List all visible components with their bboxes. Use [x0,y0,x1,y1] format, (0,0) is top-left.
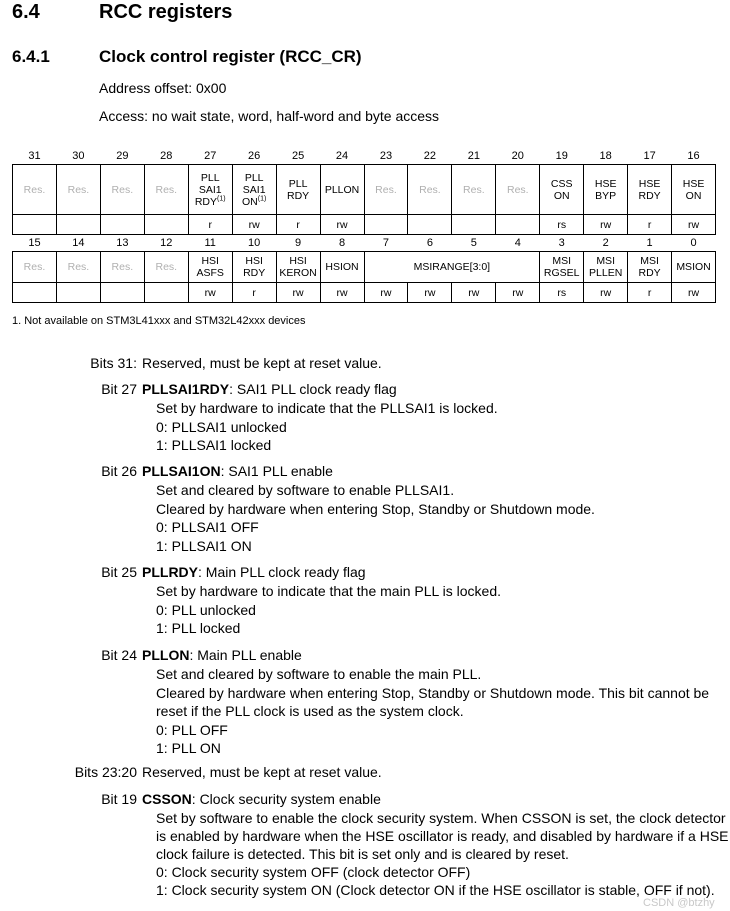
bit-title: : Main PLL clock ready flag [198,564,366,580]
field-name-line: Res. [506,183,529,196]
bit-number: 2 [602,237,609,249]
field-name-line: RDY [243,267,266,279]
field-name-line: BYP [595,189,617,202]
field-name-line: PLLEN [589,267,623,279]
bit-field [364,252,540,283]
reserved-field [100,165,144,215]
bit-number: 10 [248,237,261,249]
access-type [144,215,188,235]
bit-description-line: Set and cleared by software to enable PLLSAI1. [156,482,455,498]
field-name-line: Res. [155,261,178,273]
bit-field [188,252,232,283]
bit-title: : Main PLL enable [189,647,302,663]
bit-description-line: 1: PLLSAI1 locked [156,437,272,453]
reserved-field [364,165,408,215]
bit-number: 7 [382,237,390,249]
field-name-line: Res. [67,261,90,273]
bit-label: Bit 27 [101,381,137,397]
bit-name: CSSON [142,791,192,807]
access-type [496,215,540,235]
bit-label: Bit 19 [101,791,137,807]
field-name-line: HSION [325,261,359,273]
address-offset: Address offset: 0x00 [99,80,227,96]
reserved-field [408,165,452,215]
access-type [100,215,144,235]
bit-label: Bit 24 [101,647,137,663]
bit-number-row [13,235,716,252]
bit-description-line: 0: PLL OFF [156,721,228,738]
bit-field [540,252,584,283]
bit-number: 27 [204,150,217,162]
field-name-line: RDY [287,189,310,202]
bit-number: 14 [72,237,85,249]
bit-description-line: 0: PLLSAI1 OFF [156,519,259,535]
access-type: rs [540,215,584,235]
bit-field [540,165,584,215]
field-name-line: RDY [638,189,661,202]
bit-number: 28 [160,150,173,162]
bit-number: 4 [514,237,521,249]
bit-number: 25 [291,150,305,162]
access-type [13,283,57,303]
reserved-field [496,165,540,215]
bit-heading [142,356,382,370]
access-type: r [628,283,672,303]
bit-number: 5 [470,237,477,249]
bit-number: 13 [116,237,129,249]
reserved-field [452,165,496,215]
field-name-line: Res. [155,183,178,196]
bit-description-line: clock failure is detected. This bit is set only and is cleared by reset. [156,846,569,862]
access-type: rw [672,215,716,235]
access-type: rw [364,283,408,303]
access-type [408,215,452,235]
access-type [56,283,100,303]
bit-name: PLLSAI1RDY [142,381,230,397]
bit-number: 30 [72,150,85,162]
bit-number: 18 [599,150,612,162]
field-name-line: Res. [23,261,46,273]
section-number: 6.4 [12,1,40,23]
bit-number: 6 [426,237,433,249]
reserved-field [56,252,100,283]
field-name-line: HSE [594,177,617,190]
field-name-line: ON [553,189,570,202]
bit-description-line: Cleared by hardware when entering Stop, Standby or Shutdown mode. This bit cannot be [156,684,710,701]
access-type: r [232,283,276,303]
bit-heading [142,765,382,779]
field-name-line: SAI1 [242,183,266,196]
access-type: rs [540,283,584,303]
bit-title: Reserved, must be kept at reset value. [142,764,382,780]
field-name-line: SAI1 [198,183,222,196]
access-type: r [188,215,232,235]
bit-field [188,165,232,215]
bit-description-line: is enabled by hardware when the HSE oscillator is ready, and disabled by hardware if a HSE [156,828,729,844]
bit-heading [142,648,302,662]
access-type: r [276,215,320,235]
bit-number: 26 [248,150,261,162]
bit-description-line: 0: Clock security system OFF (clock detector OFF) [156,864,471,880]
bit-field [672,252,716,283]
bit-number: 16 [687,150,700,162]
access-type: rw [232,215,276,235]
field-name-line: HSI [245,255,263,267]
bit-description-line: 1: PLLSAI1 ON [156,537,252,554]
field-name-line: MSI [640,255,659,267]
access-description: Access: no wait state, word, half-word and byte access [99,108,440,124]
bit-field [628,165,672,215]
bit-number: 8 [338,237,346,249]
access-type: rw [188,283,232,303]
access-type [144,283,188,303]
bit-title: : Clock security system enable [191,791,381,807]
access-type: rw [276,283,320,303]
reserved-field [144,165,188,215]
field-name-line: ON [242,195,258,208]
bit-field [584,165,628,215]
bit-number: 0 [690,237,697,249]
bit-field [584,252,628,283]
bit-description-line: 1: PLL locked [156,620,241,636]
access-type: rw [584,215,628,235]
bit-field [672,165,716,215]
bit-field [276,252,320,283]
field-row [13,165,716,215]
reserved-field [13,252,57,283]
field-name-line: HSE [638,177,661,190]
bit-number: 20 [511,150,524,162]
bit-label: Bits 23:20 [74,764,137,780]
bit-number: 11 [204,237,216,249]
access-type [56,215,100,235]
access-type: rw [496,283,540,303]
bit-description-line: 0: PLLSAI1 unlocked [156,418,287,435]
access-type [364,215,408,235]
bit-description-line: reset if the PLL clock is used as the system clock. [156,703,464,719]
bit-heading [142,382,397,396]
bit-number: 19 [555,150,568,162]
bit-heading [142,565,366,579]
bit-field [320,165,364,215]
reserved-field [56,165,100,215]
bit-description-line: Set by hardware to indicate that the PLLSAI1 is locked. [156,400,498,416]
bit-field [232,165,276,215]
bit-label: Bit 26 [101,463,137,479]
field-name-line: PLL [200,171,220,184]
access-row [13,283,716,303]
field-name-line: CSS [550,177,573,190]
field-name-line: Res. [375,183,397,196]
access-type: rw [320,283,364,303]
access-type: rw [452,283,496,303]
bit-label: Bit 25 [101,564,137,580]
bit-description-line: Set by hardware to indicate that the main PLL is locked. [156,583,502,599]
field-name-line: Res. [111,183,134,196]
access-type [100,283,144,303]
bit-number: 31 [28,150,41,162]
field-name-line: KERON [279,267,317,279]
bit-description-line: 0: PLL unlocked [156,601,256,618]
footnote-ref: (1) [257,195,267,202]
bit-label: Bits 31: [90,355,137,371]
field-name-line: RDY [638,267,661,279]
field-name-line: MSIRANGE[3:0] [413,261,491,273]
field-name-line: Res. [23,183,46,196]
bit-number: 1 [646,237,653,249]
field-name-line: Res. [419,183,441,196]
access-type [452,215,496,235]
bit-field [276,165,320,215]
bit-title: : SAI1 PLL enable [220,463,333,479]
field-name-line: ON [685,189,702,202]
field-name-line: Res. [67,183,90,196]
bit-field [232,252,276,283]
register-bit-table [12,148,716,303]
bit-heading [142,464,333,478]
bit-heading [142,792,381,806]
section-title: RCC registers [99,1,233,23]
footnote-ref: (1) [217,195,226,202]
watermark: CSDN @btzhy [643,897,715,909]
bit-number: 29 [116,150,129,162]
bit-number: 3 [558,237,565,249]
reserved-field [144,252,188,283]
field-name-line: HSE [682,177,705,190]
bit-number: 23 [379,150,393,162]
bit-title: Reserved, must be kept at reset value. [142,355,382,371]
bit-number: 24 [335,150,349,162]
field-name-line: Res. [111,261,134,273]
bit-number: 22 [423,150,437,162]
bit-number: 12 [160,237,173,249]
access-type: rw [320,215,364,235]
bit-name: PLLON [142,647,190,663]
field-name-line: HSI [201,255,219,267]
bit-field [320,252,364,283]
field-name-line: PLL [288,177,308,190]
field-name-line: PLL [244,171,264,184]
field-name-line: ASFS [196,267,224,279]
bit-name: PLLSAI1ON [142,463,221,479]
field-name-line: MSION [676,261,711,273]
bit-field [628,252,672,283]
bit-description-line: Set by software to enable the clock security system. When CSSON is set, the clock detector [156,810,726,826]
field-row [13,252,716,283]
field-name-line: Res. [463,183,485,196]
bit-number: 17 [643,150,656,162]
subsection-number: 6.4.1 [12,47,50,66]
bit-number: 9 [295,237,302,249]
access-type: r [628,215,672,235]
bit-description-line: 1: Clock security system ON (Clock detector ON if the HSE oscillator is stable, OFF if not). [156,882,715,898]
field-name-line: MSI [552,255,572,267]
access-type: rw [408,283,452,303]
bit-description-line: 1: PLL ON [156,740,221,756]
field-name-line: MSI [596,255,615,267]
access-type: rw [584,283,628,303]
field-name-line: RGSEL [543,267,580,279]
access-type: rw [672,283,716,303]
access-row [13,215,716,235]
bit-title: : SAI1 PLL clock ready flag [229,381,397,397]
bit-name: PLLRDY [142,564,198,580]
footnote: 1. Not available on STM3L41xxx and STM32L42xxx devices [12,315,306,327]
reserved-field [13,165,57,215]
bit-number-row [13,148,716,165]
access-type [13,215,57,235]
field-name-line: HSI [289,255,307,267]
bit-description-line: Cleared by hardware when entering Stop, Standby or Shutdown mode. [156,500,595,517]
subsection-title: Clock control register (RCC_CR) [99,47,362,66]
field-name-line: RDY [194,195,218,208]
bit-number: 21 [467,150,480,162]
field-name-line: PLLON [324,183,360,196]
bit-description-line: Set and cleared by software to enable the main PLL. [156,666,482,682]
bit-number: 15 [28,237,41,249]
reserved-field [100,252,144,283]
